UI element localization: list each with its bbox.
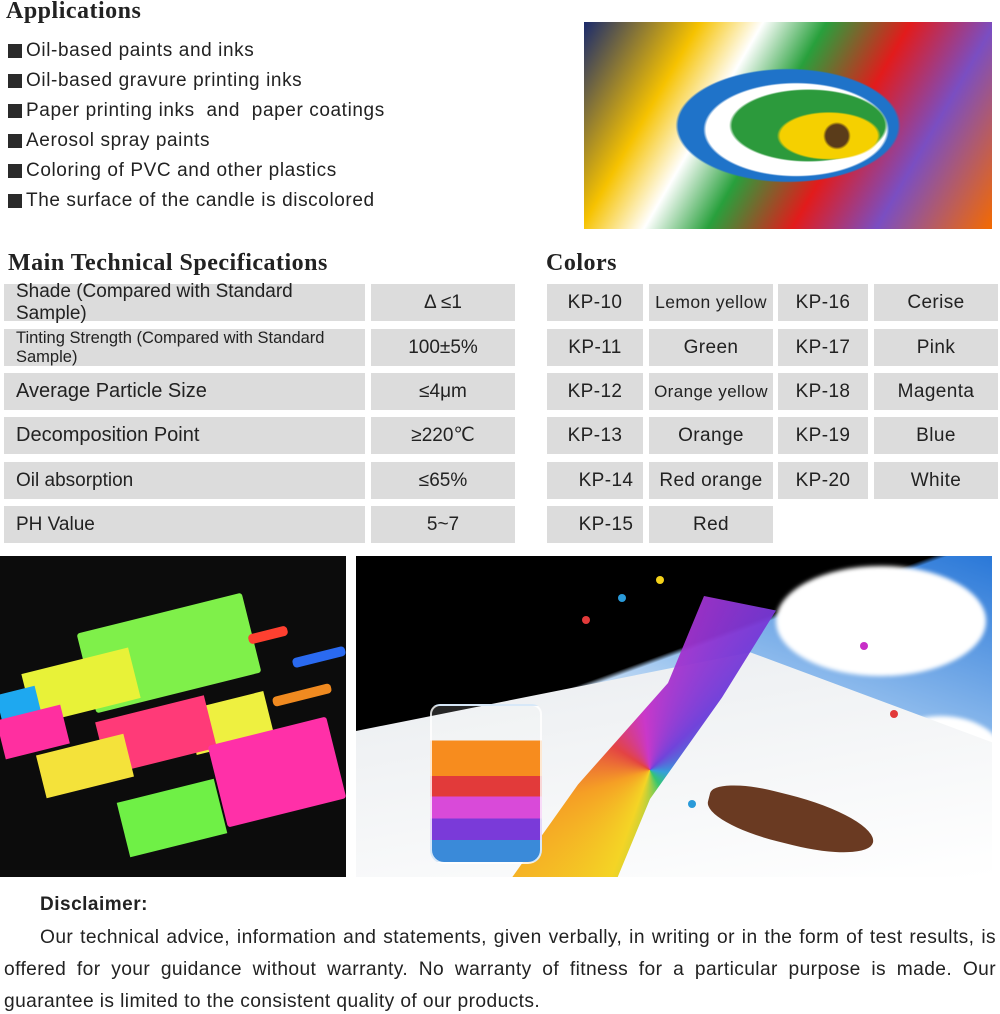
color-code-cell: KP-18 (778, 373, 868, 410)
color-code-cell: KP-14 (547, 462, 643, 499)
colors-title: Colors (546, 250, 617, 276)
disclaimer-title: Disclaimer: (40, 894, 148, 915)
color-code-cell: KP-11 (547, 329, 643, 366)
spec-value-cell: 5~7 (371, 506, 515, 543)
spec-name-cell: Oil absorption (4, 462, 365, 499)
spec-name-cell: Average Particle Size (4, 373, 365, 410)
application-label: Coloring of PVC and other plastics (26, 160, 337, 181)
spec-value-cell: ≤4μm (371, 373, 515, 410)
color-code-cell: KP-13 (547, 417, 643, 454)
application-label: Paper printing inks and paper coatings (26, 100, 385, 121)
square-bullet-icon (8, 194, 22, 208)
color-name-cell: Red (649, 506, 773, 543)
spec-name-cell: PH Value (4, 506, 365, 543)
fluorescent-stationery-image (0, 556, 346, 877)
color-name-cell: Lemon yellow (649, 284, 773, 321)
color-name-cell: Cerise (874, 284, 998, 321)
spec-value-cell: 100±5% (371, 329, 515, 366)
list-item (8, 186, 385, 216)
spec-name-cell: Shade (Compared with Standard Sample) (4, 284, 365, 321)
specs-title: Main Technical Specifications (8, 250, 328, 276)
square-bullet-icon (8, 164, 22, 178)
color-name-cell: White (874, 462, 998, 499)
color-code-cell: KP-20 (778, 462, 868, 499)
list-item (8, 36, 385, 66)
spec-value-cell: ≥220℃ (371, 417, 515, 454)
application-label: Aerosol spray paints (26, 130, 211, 151)
candle-paint-splash-image (356, 556, 992, 877)
list-item (8, 156, 385, 186)
application-label: Oil-based paints and inks (26, 40, 255, 61)
applications-title: Applications (6, 0, 142, 24)
color-code-cell: KP-19 (778, 417, 868, 454)
color-name-cell: Orange yellow (649, 373, 773, 410)
color-code-cell: KP-15 (547, 506, 643, 543)
color-code-cell: KP-17 (778, 329, 868, 366)
application-label: The surface of the candle is discolored (26, 190, 375, 211)
color-name-cell: Red orange (649, 462, 773, 499)
color-name-cell: Pink (874, 329, 998, 366)
color-name-cell: Green (649, 329, 773, 366)
paint-swirl-image (584, 22, 992, 229)
square-bullet-icon (8, 104, 22, 118)
spec-value-cell: ≤65% (371, 462, 515, 499)
list-item (8, 96, 385, 126)
spec-name-cell: Tinting Strength (Compared with Standard Sample) (4, 329, 365, 366)
list-item (8, 66, 385, 96)
list-item (8, 126, 385, 156)
square-bullet-icon (8, 134, 22, 148)
spec-name-cell: Decomposition Point (4, 417, 365, 454)
square-bullet-icon (8, 74, 22, 88)
disclaimer-text: Our technical advice, information and statements, given verbally, in writing or in the form of test results, is offered for your guidance without warranty. No warranty of fitness for a particular purpose is made. Our guarantee is limited to the consistent quality of our products. (4, 927, 996, 1012)
color-name-cell: Blue (874, 417, 998, 454)
applications-list (8, 36, 385, 216)
spec-value-cell: Δ ≤1 (371, 284, 515, 321)
color-code-cell: KP-16 (778, 284, 868, 321)
color-code-cell: KP-12 (547, 373, 643, 410)
square-bullet-icon (8, 44, 22, 58)
application-label: Oil-based gravure printing inks (26, 70, 303, 91)
color-code-cell: KP-10 (547, 284, 643, 321)
color-name-cell: Orange (649, 417, 773, 454)
color-name-cell: Magenta (874, 373, 998, 410)
